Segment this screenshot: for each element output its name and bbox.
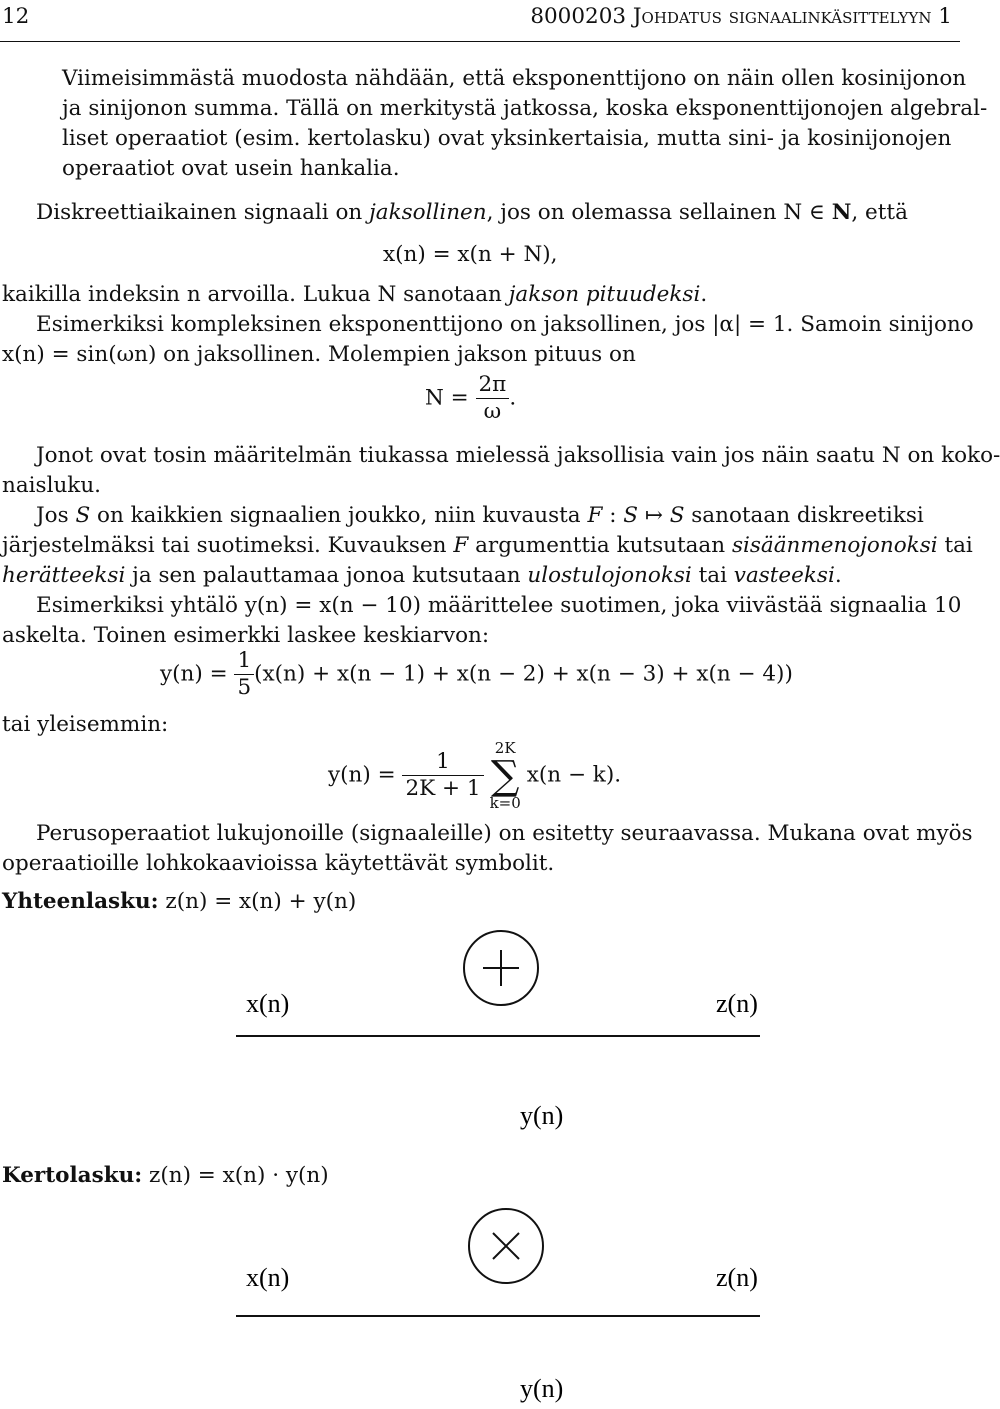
paragraph-line: operaatiot ovat usein hankalia.: [62, 156, 400, 181]
plus-icon: [483, 950, 519, 986]
fraction: [234, 648, 254, 701]
definition-line: [36, 198, 908, 228]
denominator: 2K + 1: [405, 776, 481, 801]
running-title: 8000203 Johdatus signaalinkäsittelyyn 1: [530, 4, 952, 29]
section-addition: [2, 887, 356, 917]
text: argumenttia kutsutaan: [468, 533, 732, 558]
text: ja sen palauttamaa jonoa kutsutaan: [125, 563, 528, 588]
emphasis: vasteeksi: [733, 563, 835, 588]
paragraph-line: askelta. Toinen esimerkki laskee keskiarvon:: [2, 623, 490, 648]
numerator: 1: [234, 648, 254, 675]
section-formula: z(n) = x(n) · y(n): [142, 1163, 329, 1188]
equation-general-average: [328, 740, 621, 811]
set-symbol: S: [75, 503, 91, 528]
section-formula: z(n) = x(n) + y(n): [158, 889, 357, 914]
lower-limit: k=0: [489, 793, 521, 812]
set-symbol: S: [623, 503, 639, 528]
paragraph-line: [36, 501, 924, 531]
emphasis: jakson pituudeksi: [508, 282, 701, 307]
text: Jos: [36, 503, 76, 528]
text: sanotaan diskreetiksi: [684, 503, 924, 528]
text: järjestelmäksi tai suotimeksi. Kuvauksen: [2, 533, 454, 558]
times-icon: [493, 1233, 519, 1259]
text: kaikilla indeksin n arvoilla. Lukua N sanotaan: [2, 282, 509, 307]
text: tai: [937, 533, 973, 558]
text: y(n) =: [160, 661, 235, 687]
equation-period: [425, 372, 516, 425]
paragraph-line: Jonot ovat tosin määritelmän tiukassa mielessä jaksollisia vain jos näin saatu N on koko-: [36, 443, 1000, 468]
paragraph-line: Esimerkiksi kompleksinen eksponenttijono on jaksollinen, jos |α| = 1. Samoin sinijono: [36, 312, 974, 337]
section-label: Kertolasku:: [2, 1163, 143, 1188]
paragraph-line: [2, 280, 707, 310]
set-symbol: S: [669, 503, 685, 528]
text: y(n) =: [328, 762, 403, 788]
emphasis: jaksollinen: [369, 200, 487, 225]
denominator: 5: [237, 674, 252, 700]
naturals-symbol: N: [831, 200, 852, 225]
numerator: 2π: [476, 372, 510, 399]
header-rule: [0, 41, 960, 42]
adder-side-input-label: y(n): [520, 1101, 564, 1130]
text: Diskreettiaikainen signaali on: [36, 200, 370, 225]
multiplier-side-input-label: y(n): [520, 1374, 564, 1403]
map-symbol: F: [587, 503, 603, 528]
adder-diagram: [0, 920, 960, 1160]
text: ↦: [638, 503, 670, 528]
multiplier-output-label: z(n): [716, 1263, 758, 1292]
emphasis: sisäänmenojonoksi: [731, 533, 938, 558]
section-multiplication: [2, 1161, 329, 1191]
text: N =: [425, 385, 476, 411]
paragraph-line: Viimeisimmästä muodosta nähdään, että eksponenttijono on näin ollen kosinijonon: [62, 66, 967, 91]
numerator: 1: [402, 749, 483, 776]
paragraph-line: naisluku.: [2, 473, 102, 498]
text: , jos on olemassa sellainen N ∈: [486, 200, 832, 225]
text: (x(n) + x(n − 1) + x(n − 2) + x(n − 3) + x(n − 4)): [254, 661, 793, 687]
paragraph-line: operaatioille lohkokaavioissa käytettävät symbolit.: [2, 851, 555, 876]
paragraph-line: ja sinijonon summa. Tällä on merkitystä jatkossa, koska eksponenttijonojen algebral-: [62, 96, 988, 121]
denominator: ω: [483, 398, 502, 424]
adder-output-label: z(n): [716, 989, 758, 1018]
sum-symbol: ∑: [490, 752, 520, 799]
equation-periodic: x(n) = x(n + N),: [383, 242, 558, 267]
multiplier-input-label: x(n): [246, 1263, 290, 1292]
text: :: [602, 503, 624, 528]
equation-moving-average: [160, 648, 793, 701]
summation: [490, 740, 521, 811]
upper-limit: 2K: [494, 739, 516, 757]
paragraph-line: Esimerkiksi yhtälö y(n) = x(n − 10) määrittelee suotimen, joka viivästää signaalia 10: [36, 593, 962, 618]
text: .: [700, 282, 708, 307]
text: tai: [691, 563, 734, 588]
paragraph-line: [2, 561, 842, 591]
fraction: [402, 749, 483, 802]
text: on kaikkien signaalien joukko, niin kuvausta: [90, 503, 588, 528]
map-symbol: F: [453, 533, 469, 558]
multiplier-diagram: [0, 1200, 960, 1409]
emphasis: ulostulojonoksi: [527, 563, 692, 588]
page-number: 12: [2, 4, 30, 29]
paragraph-line: liset operaatiot (esim. kertolasku) ovat yksinkertaisia, mutta sini- ja kosinijonojen: [62, 126, 952, 151]
paragraph-line: tai yleisemmin:: [2, 712, 169, 737]
text: .: [834, 563, 842, 588]
paragraph-line: Perusoperaatiot lukujonoille (signaaleille) on esitetty seuraavassa. Mukana ovat myös: [36, 821, 973, 846]
paragraph-line: [2, 531, 973, 561]
emphasis: herätteeksi: [2, 563, 126, 588]
paragraph-line: x(n) = sin(ωn) on jaksollinen. Molempien jakson pituus on: [2, 342, 636, 367]
fraction: [476, 372, 510, 425]
text: x(n − k).: [526, 762, 622, 788]
section-label: Yhteenlasku:: [2, 889, 159, 914]
adder-input-label: x(n): [246, 989, 290, 1018]
text: .: [509, 385, 517, 411]
text: , että: [851, 200, 908, 225]
